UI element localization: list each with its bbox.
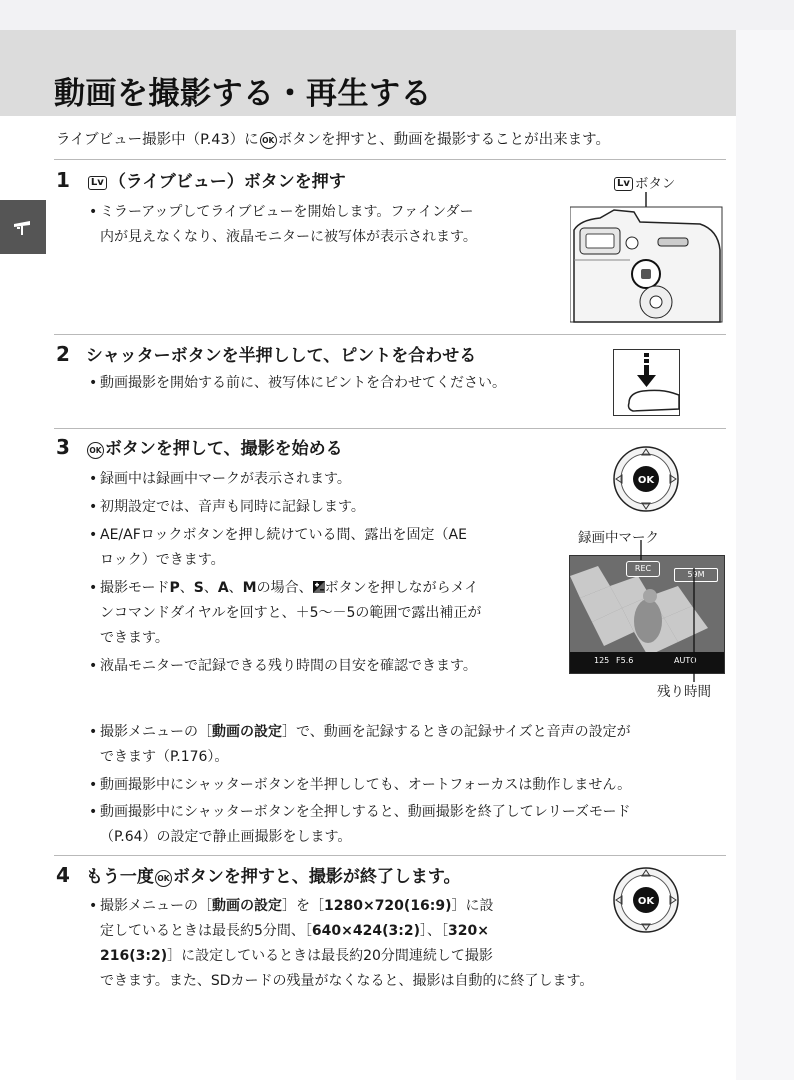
shutter-value: 125 xyxy=(594,656,610,665)
multi-selector-ok-illustration xyxy=(611,440,681,518)
step-3-bullet-5: • 液晶モニターで記録できる残り時間の目安を確認できます。 xyxy=(89,658,477,674)
note-3: • 動画撮影中にシャッターボタンを全押しすると、動画撮影を終了してレリーズモード （P.64）の設定で静止画撮影をします。 xyxy=(89,804,631,845)
divider xyxy=(54,334,726,335)
step-1-bullet: • ミラーアップしてライブビューを開始します。ファインダー 内が見えなくなり、液晶モニターに被写体が表示されます。 xyxy=(89,204,477,245)
note-2: • 動画撮影中にシャッターボタンを半押ししても、オートフォーカスは動作しません。 xyxy=(89,777,632,793)
movie-camera-icon xyxy=(12,218,34,236)
aperture-value: F5.6 xyxy=(616,656,634,665)
ok-button-symbol: OK xyxy=(155,870,172,887)
exposure-compensation-icon xyxy=(313,581,325,593)
half-press-illustration xyxy=(613,349,681,417)
ok-button-symbol: OK xyxy=(260,132,277,149)
step-4-bullet: • 撮影メニューの［動画の設定］を［1280×720(16:9)］に設 定しているときは最長約5分間、［640×424(3:2)］、［320× 216(3:2)］に設定しているときは最長約20分間連続して撮影 できます。また、SDカードの残量がなくなると、撮影は自動的に終了します。 xyxy=(89,898,594,989)
step-3-bullet-3: • AE/AFロックボタンを押し続けている間、露出を固定（AE ロック）できます。 xyxy=(89,527,467,568)
step-2-bullet: • 動画撮影を開始する前に、被写体にピントを合わせてください。 xyxy=(89,375,506,391)
page-title: 動画を撮影する・再生する xyxy=(54,76,432,112)
step-3-bullet-1: • 録画中は録画中マークが表示されます。 xyxy=(89,471,351,487)
divider xyxy=(54,428,726,429)
lv-button-symbol: Lv xyxy=(88,176,107,190)
note-1: • 撮影メニューの［動画の設定］で、動画を記録するときの記録サイズと音声の設定が できます（P.176）。 xyxy=(89,724,631,765)
step-4-title: 4 もう一度 OK ボタンを押すと、撮影が終了します。 xyxy=(56,863,461,887)
top-strip xyxy=(0,0,794,30)
section-tab xyxy=(0,200,46,254)
multi-selector-ok-illustration xyxy=(611,861,681,939)
remaining-time-box: 59M xyxy=(674,568,718,582)
page-edge xyxy=(736,30,794,1080)
intro-text: ライブビュー撮影中（P.43）に OK ボタンを押すと、動画を撮影することが出来ます。 xyxy=(56,132,611,148)
divider xyxy=(54,855,726,856)
divider xyxy=(54,159,726,160)
step-3-bullet-2: • 初期設定では、音声も同時に記録します。 xyxy=(89,499,365,515)
svg-text:OK: OK xyxy=(637,475,655,486)
mode-value: AUTO xyxy=(674,656,697,665)
svg-text:OK: OK xyxy=(637,896,655,907)
rec-mark: REC xyxy=(626,561,660,577)
step-3-title: 3 OK ボタンを押して、撮影を始める xyxy=(56,435,343,459)
step-3-bullet-4: • 撮影モードP、S、A、Mの場合、 ボタンを押しながらメイ ンコマンドダイヤルを回すと、＋5～－5の範囲で露出補正が できます。 xyxy=(89,580,482,646)
camera-back-illustration xyxy=(570,190,724,324)
step-1-title: 1 Lv （ライブビュー）ボタンを押す xyxy=(56,168,346,192)
callout-lines xyxy=(569,540,723,690)
lv-button-caption: Lv ボタン xyxy=(612,172,675,192)
rec-mark-label: 録画中マーク xyxy=(578,530,659,546)
title-band xyxy=(0,30,736,116)
remaining-time-label: 残り時間 xyxy=(657,684,711,700)
step-2-title: 2 シャッターボタンを半押しして、ピントを合わせる xyxy=(56,342,477,366)
ok-button-symbol: OK xyxy=(87,442,104,459)
